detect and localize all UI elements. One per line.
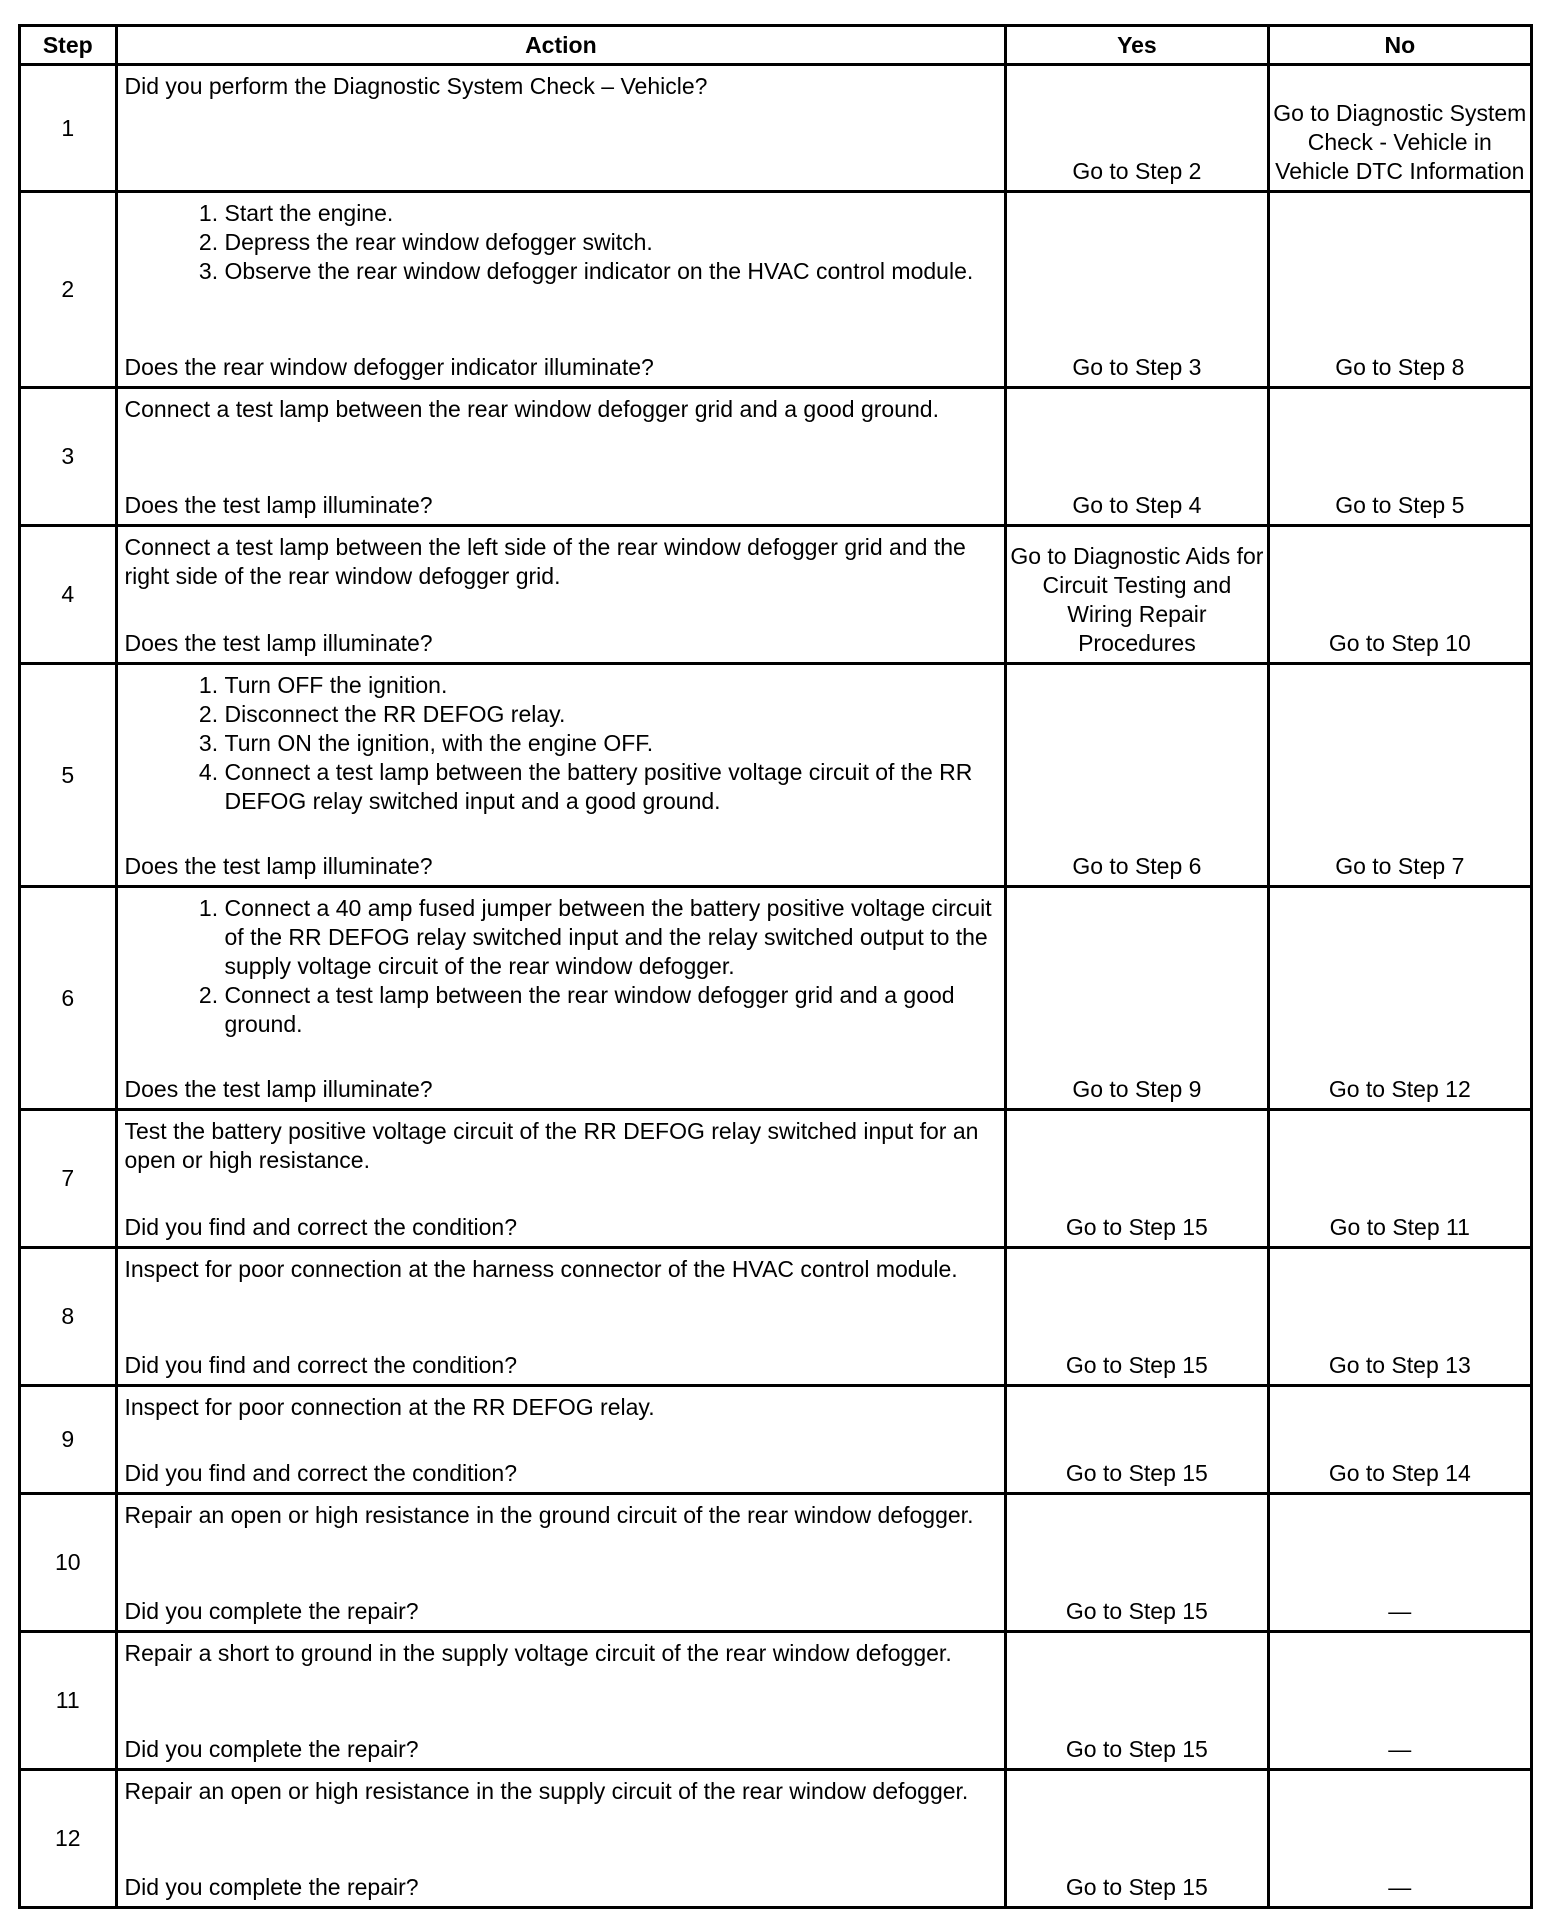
action-question: Did you find and correct the condition? [124,1460,518,1486]
action-step-item: 2. Disconnect the RR DEFOG relay. [225,700,999,729]
no-outcome: Go to Step 5 [1268,388,1531,526]
step-number: 1 [20,65,117,192]
step-number: 10 [20,1494,117,1632]
action-question: Did you find and correct the condition? [124,1214,518,1240]
action-text: Repair a short to ground in the supply voltage circuit of the rear window defogger. [124,1640,952,1666]
table-row [20,1632,1532,1770]
action-step-item: 1. Connect a 40 amp fused jumper between the battery positive voltage circuit of the RR DEFOG relay switched input and the relay switched output to the supply voltage circuit of the rear window defogger. [225,894,999,981]
header-step: Step [20,26,117,65]
action-cell [116,1494,1006,1632]
action-question: Does the test lamp illuminate? [124,1076,433,1102]
table-row [20,664,1532,887]
header-yes: Yes [1006,26,1268,65]
action-cell [116,526,1006,664]
action-question: Does the rear window defogger indicator illuminate? [124,354,654,380]
table-row [20,192,1532,388]
action-cell [116,65,1006,192]
yes-outcome: Go to Step 4 [1006,388,1268,526]
no-outcome: Go to Step 14 [1268,1386,1531,1494]
step-number: 6 [20,887,117,1110]
action-steps-list [125,671,999,816]
action-text: Repair an open or high resistance in the supply circuit of the rear window defogger. [124,1778,969,1804]
table-row [20,65,1532,192]
table-row [20,1770,1532,1908]
action-text: Repair an open or high resistance in the ground circuit of the rear window defogger. [124,1502,974,1528]
action-question: Did you complete the repair? [124,1874,419,1900]
yes-outcome: Go to Step 15 [1006,1110,1268,1248]
yes-outcome: Go to Step 3 [1006,192,1268,388]
table-row [20,388,1532,526]
step-number: 3 [20,388,117,526]
table-row [20,1248,1532,1386]
action-step-item: 2. Depress the rear window defogger switch. [225,228,999,257]
table-row [20,1386,1532,1494]
action-text: Test the battery positive voltage circuit of the RR DEFOG relay switched input for an open or high resistance. [124,1118,979,1173]
action-text: Connect a test lamp between the rear window defogger grid and a good ground. [124,396,939,422]
step-number: 11 [20,1632,117,1770]
no-outcome: Go to Step 12 [1268,887,1531,1110]
action-cell [116,1110,1006,1248]
table-body [20,65,1532,1908]
yes-outcome: Go to Step 15 [1006,1770,1268,1908]
yes-outcome: Go to Step 2 [1006,65,1268,192]
diagnostic-table [18,24,1533,1909]
action-step-item: 3. Turn ON the ignition, with the engine OFF. [225,729,999,758]
action-step-item: 1. Turn OFF the ignition. [225,671,999,700]
header-action: Action [116,26,1006,65]
action-step-item: 1. Start the engine. [225,199,999,228]
header-no: No [1268,26,1531,65]
yes-outcome: Go to Step 6 [1006,664,1268,887]
yes-outcome: Go to Step 15 [1006,1248,1268,1386]
action-question: Does the test lamp illuminate? [124,492,433,518]
step-number: 7 [20,1110,117,1248]
action-question: Did you complete the repair? [124,1736,419,1762]
no-outcome: — [1268,1632,1531,1770]
step-number: 12 [20,1770,117,1908]
action-steps-list [125,199,999,286]
action-cell [116,192,1006,388]
no-outcome: Go to Step 7 [1268,664,1531,887]
step-number: 2 [20,192,117,388]
table-row [20,887,1532,1110]
step-number: 8 [20,1248,117,1386]
action-question: Does the test lamp illuminate? [124,853,433,879]
no-outcome: Go to Step 11 [1268,1110,1531,1248]
action-text: Did you perform the Diagnostic System Check – Vehicle? [124,73,708,99]
action-cell [116,1770,1006,1908]
yes-outcome: Go to Diagnostic Aids for Circuit Testing and Wiring Repair Procedures [1006,526,1268,664]
yes-outcome: Go to Step 15 [1006,1386,1268,1494]
action-cell [116,1632,1006,1770]
action-cell [116,1386,1006,1494]
action-question: Did you complete the repair? [124,1598,419,1624]
action-step-item: 2. Connect a test lamp between the rear window defogger grid and a good ground. [225,981,999,1039]
yes-outcome: Go to Step 15 [1006,1494,1268,1632]
no-outcome: — [1268,1770,1531,1908]
table-row [20,526,1532,664]
action-cell [116,664,1006,887]
action-question: Does the test lamp illuminate? [124,630,433,656]
step-number: 9 [20,1386,117,1494]
header-row [20,26,1532,65]
step-number: 5 [20,664,117,887]
action-text: Connect a test lamp between the left side of the rear window defogger grid and the right side of the rear window defogger grid. [124,534,966,589]
action-question: Did you find and correct the condition? [124,1352,518,1378]
action-steps-list [125,894,999,1039]
yes-outcome: Go to Step 15 [1006,1632,1268,1770]
action-cell [116,887,1006,1110]
action-cell [116,388,1006,526]
step-number: 4 [20,526,117,664]
no-outcome: Go to Step 8 [1268,192,1531,388]
action-cell [116,1248,1006,1386]
action-text: Inspect for poor connection at the harness connector of the HVAC control module. [124,1256,958,1282]
no-outcome: — [1268,1494,1531,1632]
no-outcome: Go to Step 13 [1268,1248,1531,1386]
yes-outcome: Go to Step 9 [1006,887,1268,1110]
no-outcome: Go to Diagnostic System Check - Vehicle in Vehicle DTC Information [1268,65,1531,192]
action-step-item: 3. Observe the rear window defogger indicator on the HVAC control module. [225,257,999,286]
action-text: Inspect for poor connection at the RR DEFOG relay. [124,1394,655,1420]
table-row [20,1494,1532,1632]
table-row [20,1110,1532,1248]
no-outcome: Go to Step 10 [1268,526,1531,664]
action-step-item: 4. Connect a test lamp between the battery positive voltage circuit of the RR DEFOG relay switched input and a good ground. [225,758,999,816]
